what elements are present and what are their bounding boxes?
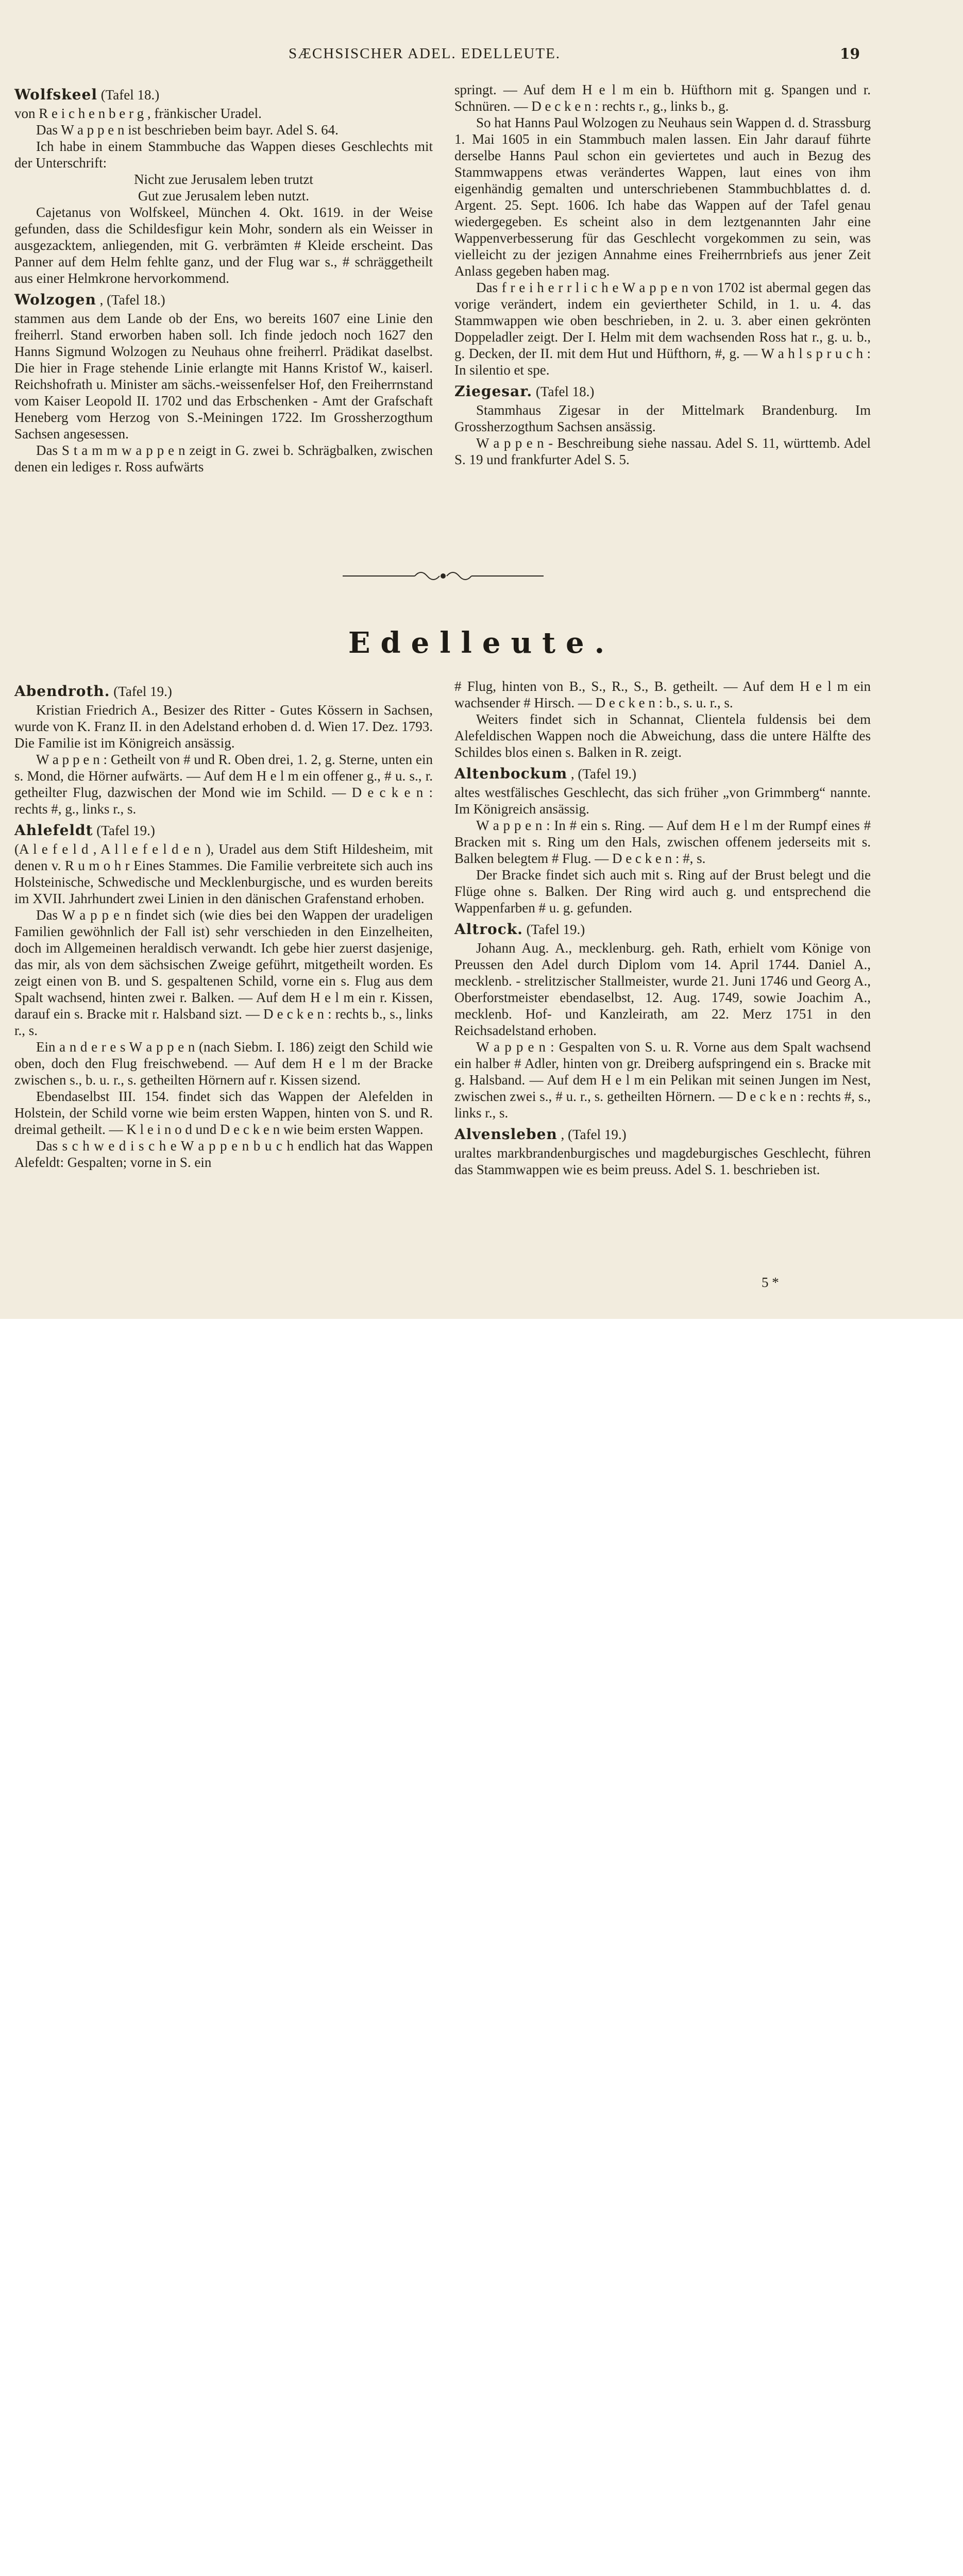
paragraph: springt. — Auf dem H e l m ein b. Hüfthorn mit g. Spangen und r. Schnüren. — D e c k e n : rechts r., g., links b., g. bbox=[454, 82, 871, 114]
paragraph: Cajetanus von Wolfskeel, München 4. Okt. 1619. in der Weise gefunden, dass die Schildesfigur kein Mohr, sondern als ein Weisser in ausgezacktem, anliegenden, mit G. verbrämten # Kleide erscheint. Das Panner auf dem Helm fehlte ganz, und der Flug war s., # schräggetheilt aus einer Helmkrone hervorkommend. bbox=[14, 205, 433, 286]
paragraph: uraltes markbrandenburgisches und magdeburgisches Geschlecht, führen das Stammwappen wie es beim preuss. Adel S. 1. beschrieben ist. bbox=[454, 1145, 871, 1177]
plate-reference: (Tafel 19.) bbox=[93, 823, 155, 838]
verse-line: Gut zue Jerusalem leben nutzt. bbox=[138, 188, 310, 204]
plate-reference: (Tafel 18.) bbox=[97, 87, 160, 103]
entry-heading bbox=[14, 683, 433, 700]
paragraph: (A l e f e l d , A l l e f e l d e n ), Uradel aus dem Stift Hildesheim, mit denen v. R u m o h r Eines Stammes. Die Familie verbreitete sich auch ins Holsteinische, Schwedische und Mecklenburgische, und es wurden bereits im XVII. Jahrhundert zwei Linien in den dänischen Grafenstand erhoben. bbox=[14, 841, 433, 906]
paragraph: Das s c h w e d i s c h e W a p p e n b u c h endlich hat das Wappen Alefeldt: Gespalten; vorne in S. ein bbox=[14, 1138, 433, 1170]
plate-reference: (Tafel 19.) bbox=[110, 684, 172, 699]
section-title: Edelleute. bbox=[348, 626, 615, 660]
plate-reference: (Tafel 18.) bbox=[532, 384, 595, 399]
page-number: 19 bbox=[840, 45, 860, 62]
paragraph: W a p p e n - Beschreibung siehe nassau. Adel S. 11, württemb. Adel S. 19 und frankfurter Adel S. 5. bbox=[454, 435, 871, 467]
plate-reference: , (Tafel 19.) bbox=[557, 1127, 627, 1142]
family-name: Ahlefeldt bbox=[14, 822, 93, 839]
ornament-divider-icon bbox=[343, 566, 544, 586]
paragraph: W a p p e n : In # ein s. Ring. — Auf dem H e l m der Rumpf eines # Bracken mit s. Ring um den Hals, zwischen offenem jederseits mit s. Balken belegtem # Flug. — D e c k e n : #, s. bbox=[454, 818, 871, 866]
entry-heading bbox=[454, 1126, 871, 1143]
paragraph: stammen aus dem Lande ob der Ens, wo bereits 1607 eine Linie den freiherrl. Stand erworben haben soll. Ich finde jedoch noch 1627 den Hanns Sigmund Wolzogen zu Neuhaus ohne freiherrl. Prädikat daselbst. Die hier in Frage stehende Linie erlangte mit Hanns Kristof W., kaiserl. Reichshofrath u. Minister am sächs.-weissenfelser Hof, den Freiherrnstand vom Kaiser Leopold II. 1702 und das Erbschenken - Amt der Grafschaft Heneberg vom Herzog von S.-Meiningen 1722. Im Grossherzogthum Sachsen angesessen. bbox=[14, 311, 433, 442]
paragraph: altes westfälisches Geschlecht, das sich früher „von Grimmberg“ nannte. Im Königreich ansässig. bbox=[454, 785, 871, 817]
family-name: Altrock. bbox=[454, 921, 523, 938]
entry-heading bbox=[454, 921, 871, 938]
family-name: Wolzogen bbox=[14, 291, 96, 308]
verse-line: Nicht zue Jerusalem leben trutzt bbox=[134, 172, 313, 187]
paragraph: Stammhaus Zigesar in der Mittelmark Brandenburg. Im Grossherzogthum Sachsen ansässig. bbox=[454, 402, 871, 434]
footer bbox=[0, 1319, 963, 1449]
entry-heading bbox=[14, 292, 433, 308]
family-name: Altenbockum bbox=[454, 765, 568, 782]
paragraph: Ich habe in einem Stammbuche das Wappen dieses Geschlechts mit der Unterschrift: bbox=[14, 139, 433, 171]
paragraph: Ebendaselbst III. 154. findet sich das Wappen der Alefelden in Holstein, der Schild vorne wie beim ersten Wappen, hinten von S. und R. dreimal getheilt. — K l e i n o d und D e c k e n wie beim ersten Wappen. bbox=[14, 1089, 433, 1137]
paragraph: # Flug, hinten von B., S., R., S., B. getheilt. — Auf dem H e l m ein wachsender # Hirsch. — D e c k e n : b., s. u. r., s. bbox=[454, 679, 871, 710]
entry-heading bbox=[14, 87, 433, 103]
entry-heading bbox=[454, 766, 871, 782]
family-name: Abendroth. bbox=[14, 683, 110, 700]
column-top-left bbox=[14, 81, 433, 475]
paragraph: Das S t a m m w a p p e n zeigt in G. zwei b. Schrägbalken, zwischen denen ein lediges r. Ross aufwärts bbox=[14, 443, 433, 474]
entry-heading bbox=[14, 822, 433, 839]
running-title: SÆCHSISCHER ADEL. EDELLEUTE. bbox=[289, 45, 561, 62]
family-name: Alvensleben bbox=[454, 1126, 557, 1143]
paragraph: Der Bracke findet sich auch mit s. Ring auf der Brust belegt und die Flüge ohne s. Balken. Der Ring wird auch g. und entsprechend die Wappenfarben # u. g. gefunden. bbox=[454, 867, 871, 916]
column-bottom-left bbox=[14, 678, 433, 1171]
paragraph: Johann Aug. A., mecklenburg. geh. Rath, erhielt vom Könige von Preussen den Adel durch Diplom vom 14. April 1744. Daniel A., mecklenb. - strelitzischer Stallmeister, wurde 21. Juni 1746 und Georg A., Oberforstmeister ebendaselbst, 12. Aug. 1749, sowie Joachim A., mecklenb. Hof- und Kanzleirath, am 22. Merz 1751 in den Reichsadelstand erhoben. bbox=[454, 940, 871, 1038]
paragraph: Weiters findet sich in Schannat, Clientela fuldensis bei dem Alefeldischen Wappen noch die Abweichung, dass die untere Hälfte des Schildes blos einen s. Balken in R. zeigt. bbox=[454, 711, 871, 760]
paragraph: Das W a p p e n ist beschrieben beim bayr. Adel S. 64. bbox=[36, 122, 339, 138]
running-header bbox=[0, 45, 963, 66]
paragraph: So hat Hanns Paul Wolzogen zu Neuhaus sein Wappen d. d. Strassburg 1. Mai 1605 in ein Stammbuch malen lassen. Ein Jahr darauf führte derselbe Hanns Paul schon ein geviertetes und auch in Bezug des Stammwappens etwas verändertes Wappen, laut eines von ihm eigenhändig gemalten und unterschriebenen Stammbuchblattes d. d. Argent. 25. Sept. 1606. Ich habe das Wappen auf der Tafel genau wiedergegeben. Es scheint also in dem leztgenannten Jahr eine Wappenverbesserung für das Geschlecht vorgekommen zu sein, was vielleicht zu der jezigen Annahme eines Freiherrnbriefs aus jener Zeit Anlass gegeben haben mag. bbox=[454, 115, 871, 279]
paragraph: von R e i c h e n b e r g , fränkischer Uradel. bbox=[14, 106, 262, 121]
paragraph: W a p p e n : Getheilt von # und R. Oben drei, 1. 2, g. Sterne, unten ein s. Mond, die Hörner aufwärts. — Auf dem H e l m ein offener g., # u. s., r. getheilter Flug, dazwischen der Mond wie im Schild. — D e c k e n : rechts #, g., links r., s. bbox=[14, 752, 433, 817]
paragraph: Das f r e i h e r r l i c h e W a p p e n von 1702 ist abermal gegen das vorige verändert, indem ein geviertheter Schild, in 1. u. 4. das Stammwappen wie oben beschrieben, in 2. u. 3. aber einen gekrönten Doppeladler zeigt. Der I. Helm mit dem wachsenden Ross hat r., g. u. b., g. Decken, der II. mit dem Hut und Hüfthorn, #, g. — W a h l s p r u c h : In silentio et spe. bbox=[454, 280, 871, 378]
paragraph: Ein a n d e r e s W a p p e n (nach Siebm. I. 186) zeigt den Schild wie oben, doch den Flug freischwebend. — Auf dem H e l m der Bracke zwischen s., b. u. r., s. getheilten Hörnern auf r. Kissen sizend. bbox=[14, 1039, 433, 1088]
family-name: Ziegesar. bbox=[454, 383, 533, 400]
plate-reference: (Tafel 19.) bbox=[522, 922, 585, 937]
paragraph: W a p p e n : Gespalten von S. u. R. Vorne aus dem Spalt wachsend ein halber # Adler, hinten von gr. Dreiberg aufspringend ein s. Bracke mit g. Halsband. — Auf dem H e l m ein Pelikan mit seinen Jungen im Nest, zwischen zwei s., # u. r., s. getheilten Hörnern. — D e c k e n : rechts #, s., links r., s. bbox=[454, 1039, 871, 1121]
plate-reference: , (Tafel 18.) bbox=[96, 292, 165, 308]
plate-reference: , (Tafel 19.) bbox=[567, 766, 636, 782]
family-name: Wolfskeel bbox=[14, 86, 97, 103]
column-top-right bbox=[454, 81, 871, 468]
paragraph: Kristian Friedrich A., Besizer des Ritter - Gutes Kössern in Sachsen, wurde von K. Franz II. in den Adelstand erhoben d. d. Wien 17. Dez. 1793. Die Familie ist im Königreich ansässig. bbox=[14, 702, 433, 751]
signature-mark: 5 * bbox=[762, 1275, 779, 1290]
paragraph: Das W a p p e n findet sich (wie dies bei den Wappen der uradeligen Familien gewöhnlich der Fall ist) sehr verschieden in den Einzelheiten, doch im Allgemeinen heraldisch verwandt. Ich gebe hier zuerst dasjenige, das mir, als von dem sächsischen Zweige geführt, mitgetheilt worden. Es zeigt einen von B. und S. gespaltenen Schild, vorne ein s. Flug aus dem Spalt wachsend, hinten zwei r. Balken. — Auf dem H e l m ein r. Kissen, darauf ein s. Bracke mit r. Halsband sizt. — D e c k e n : rechts b., s., links r., s. bbox=[14, 907, 433, 1038]
entry-heading bbox=[454, 383, 871, 400]
column-bottom-right bbox=[454, 678, 871, 1178]
